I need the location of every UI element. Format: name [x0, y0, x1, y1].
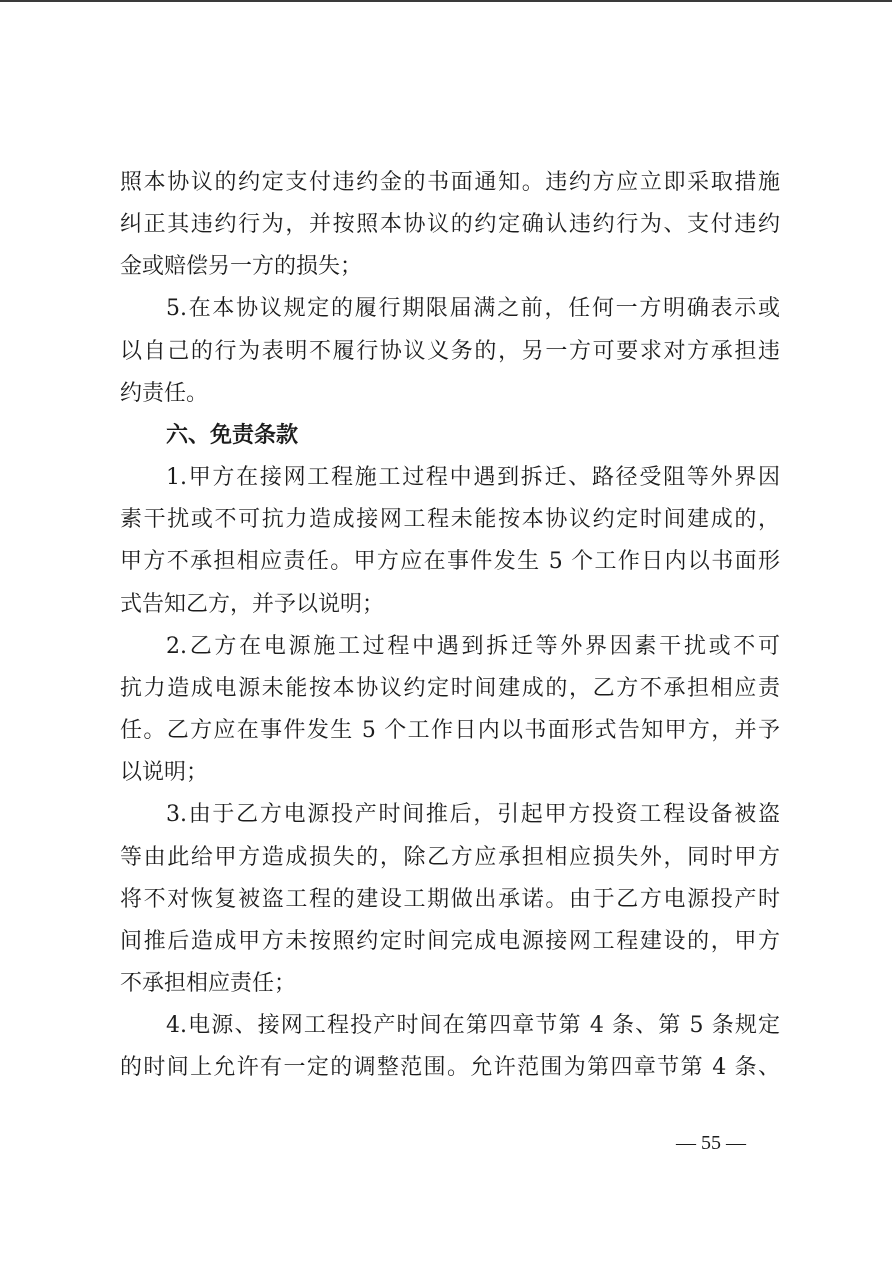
- paragraph-line: 式告知乙方，并予以说明；: [120, 592, 385, 617]
- paragraph-line: 甲方不承担相应责任。甲方应在事件发生 5 个工作日内以书面形: [120, 549, 780, 574]
- paragraph-line: 照本协议的约定支付违约金的书面通知。违约方应立即采取措施: [120, 170, 780, 195]
- top-border-line: [0, 0, 892, 2]
- paragraph-line: 将不对恢复被盗工程的建设工期做出承诺。由于乙方电源投产时: [120, 887, 780, 912]
- paragraph-line: 纠正其违约行为，并按照本协议的约定确认违约行为、支付违约: [120, 212, 780, 237]
- paragraph-line: 等由此给甲方造成损失的，除乙方应承担相应损失外，同时甲方: [120, 845, 780, 870]
- paragraph-line: 4.电源、接网工程投产时间在第四章节第 4 条、第 5 条规定: [166, 1013, 780, 1038]
- paragraph-line: 2.乙方在电源施工过程中遇到拆迁等外界因素干扰或不可: [166, 634, 780, 659]
- paragraph-line: 1.甲方在接网工程施工过程中遇到拆迁、路径受阻等外界因: [166, 465, 780, 490]
- paragraph-line: 任。乙方应在事件发生 5 个工作日内以书面形式告知甲方，并予: [120, 718, 780, 743]
- paragraph-line: 约责任。: [120, 381, 209, 406]
- paragraph-line: 以说明；: [120, 760, 209, 785]
- section-heading: 六、免责条款: [166, 423, 299, 448]
- paragraph-line: 素干扰或不可抗力造成接网工程未能按本协议约定时间建成的，: [120, 507, 780, 532]
- page-number: — 55 —: [676, 1132, 746, 1154]
- paragraph-line: 3.由于乙方电源投产时间推后，引起甲方投资工程设备被盗: [166, 802, 780, 827]
- paragraph-line: 金或赔偿另一方的损失；: [120, 254, 363, 279]
- paragraph-line: 不承担相应责任；: [120, 971, 297, 996]
- paragraph-line: 5.在本协议规定的履行期限届满之前，任何一方明确表示或: [166, 296, 780, 321]
- paragraph-line: 间推后造成甲方未按照约定时间完成电源接网工程建设的，甲方: [120, 929, 780, 954]
- paragraph-line: 的时间上允许有一定的调整范围。允许范围为第四章节第 4 条、: [120, 1055, 780, 1080]
- paragraph-line: 抗力造成电源未能按本协议约定时间建成的，乙方不承担相应责: [120, 676, 780, 701]
- paragraph-line: 以自己的行为表明不履行协议义务的，另一方可要求对方承担违: [120, 339, 780, 364]
